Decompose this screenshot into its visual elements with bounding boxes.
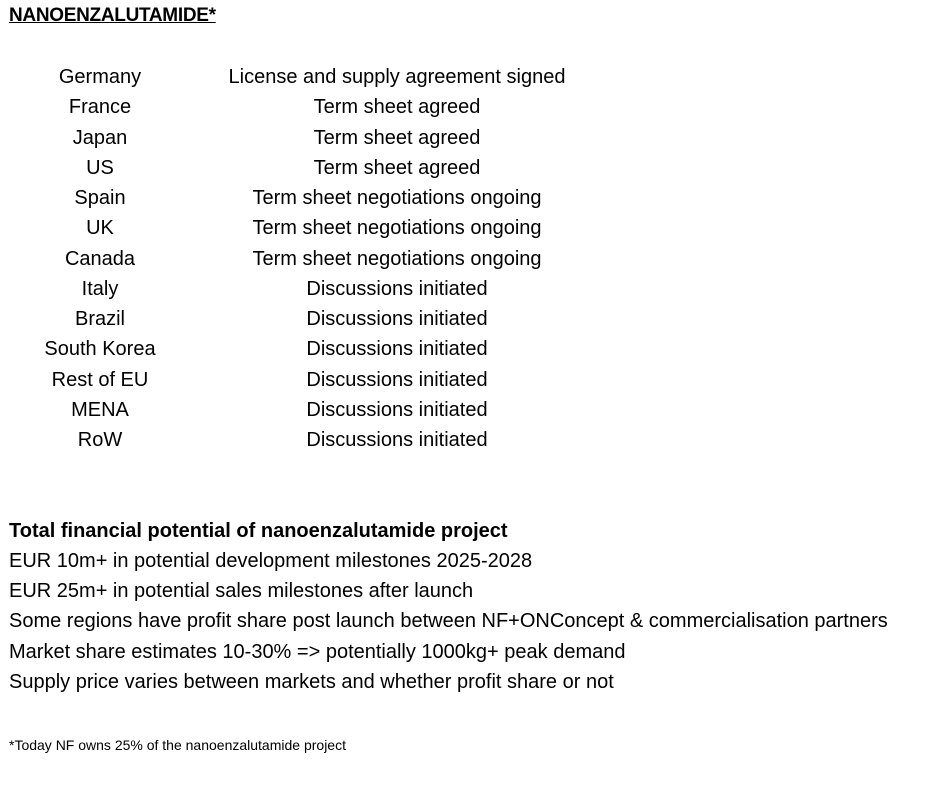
country-cell: MENA [71, 398, 129, 421]
status-cell: Term sheet agreed [313, 126, 481, 149]
status-cell: Discussions initiated [306, 429, 488, 451]
status-cell: Term sheet agreed [313, 156, 481, 179]
country-cell: Brazil [74, 308, 125, 330]
table-row [0, 92, 926, 122]
table-row [0, 395, 926, 425]
page-title: NANOENZALUTAMIDE* [9, 5, 216, 26]
country-cell: South Korea [44, 338, 156, 361]
country-cell: Germany [58, 66, 142, 88]
table-row [0, 365, 926, 395]
table-row [0, 274, 926, 304]
status-cell: Discussions initiated [306, 338, 488, 361]
status-cell: Term sheet negotiations ongoing [252, 247, 542, 270]
table-row [0, 244, 926, 274]
financial-summary [9, 516, 919, 697]
status-cell: Discussions initiated [306, 398, 488, 421]
table-row [0, 153, 926, 183]
status-cell: License and supply agreement signed [228, 66, 566, 88]
summary-line: EUR 10m+ in potential development milestones 2025-2028 [9, 550, 533, 572]
table-row [0, 62, 926, 92]
status-cell: Discussions initiated [306, 308, 488, 330]
status-cell: Discussions initiated [306, 277, 488, 300]
country-cell: US [86, 156, 114, 179]
summary-line: Supply price varies between markets and whether profit share or not [9, 670, 614, 693]
table-row [0, 304, 926, 334]
country-cell: RoW [77, 429, 123, 451]
summary-line: Some regions have profit share post launch between NF+ONConcept & commercialisation partners [9, 610, 888, 633]
country-cell: Japan [72, 126, 128, 149]
status-cell: Term sheet agreed [313, 96, 481, 119]
summary-title: Total financial potential of nanoenzalutamide project [9, 520, 508, 542]
table-row [0, 334, 926, 364]
table-row [0, 123, 926, 153]
country-cell: Rest of EU [51, 368, 149, 391]
table-row [0, 183, 926, 213]
status-cell: Term sheet negotiations ongoing [252, 187, 542, 209]
country-cell: Canada [64, 247, 136, 270]
status-cell: Discussions initiated [306, 368, 488, 391]
country-cell: Spain [74, 187, 126, 209]
summary-line: Market share estimates 10-30% => potentially 1000kg+ peak demand [9, 640, 626, 663]
status-cell: Term sheet negotiations ongoing [252, 217, 542, 240]
country-cell: UK [86, 217, 114, 240]
country-cell: Italy [81, 277, 119, 300]
footnote: *Today NF owns 25% of the nanoenzalutamide project [9, 737, 346, 753]
table-row [0, 425, 926, 455]
country-cell: France [68, 96, 132, 119]
table-row [0, 213, 926, 243]
summary-line: EUR 25m+ in potential sales milestones after launch [9, 580, 474, 603]
